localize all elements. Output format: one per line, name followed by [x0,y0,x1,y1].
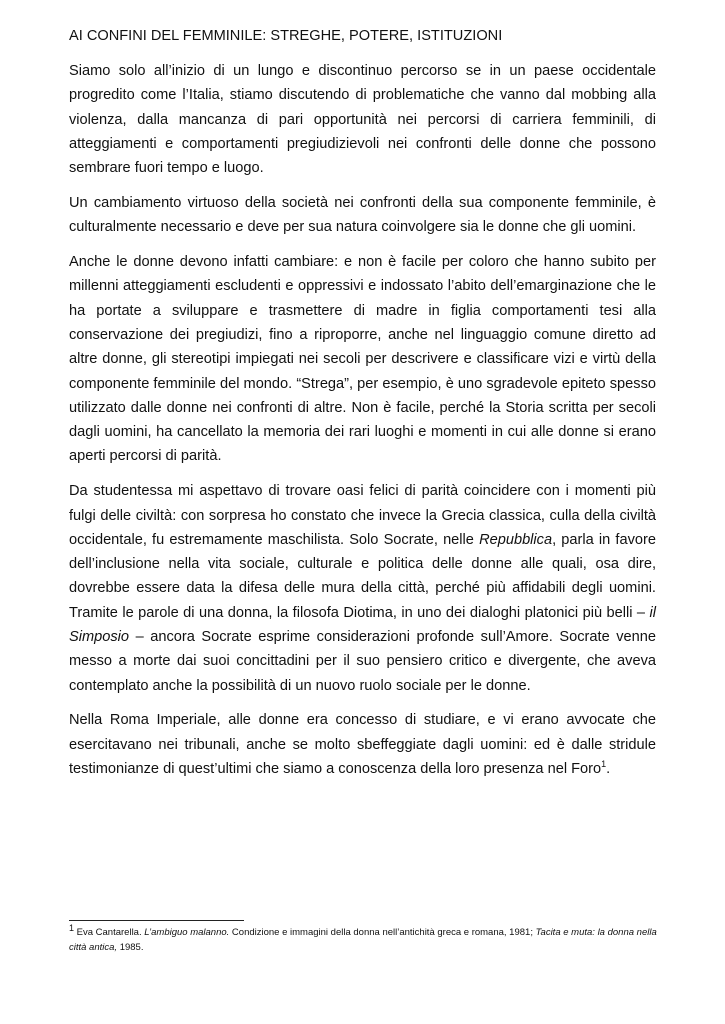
paragraph-5-end: . [606,761,611,778]
paragraph-5 [69,708,656,781]
footnote [69,922,659,955]
document-title: AI CONFINI DEL FEMMINILE: STREGHE, POTERE, ISTITUZIONI [69,28,503,44]
repubblica-title: Repubblica [479,531,553,548]
paragraph-4 [69,479,656,698]
footnote-book-1: L’ambiguo malanno. [144,927,230,938]
simposio-title: il Simposio [69,604,656,646]
paragraph-1: Siamo solo all’inizio di un lungo e discontinuo percorso se in un paese occidentale progredito come l’Italia, stiamo discutendo di problematiche che vanno dal mobbing alla violenza, dalla mancanza di pari opportunità nei percorsi di carriera femminili, di atteggiamenti e comportamenti pregiudizievoli nei confronti delle donne che possono sembrare fuori tempo e luogo. [69,63,656,177]
paragraph-4-part-a: Da studentessa mi aspettavo di trovare oasi felici di parità coincidere con i momenti più fulgi delle civiltà: con sorpresa ho constato che invece la Grecia classica, culla della civiltà occidentale, fu estremamente maschilista. Solo Socrate, nelle [69,483,656,548]
document-body [69,24,656,792]
footnote-part-e: 1985. [117,941,144,953]
footnote-part-c: Condizione e immagini della donna nell’antichità greca e romana, 1981; [229,927,536,938]
paragraph-5-text: Nella Roma Imperiale, alle donne era concesso di studiare, e vi erano avvocate che esercitavano nei tribunali, anche se molto sbeffeggiate dagli uomini: ed è dalle stridule testimonianze di quest’ultimi che siamo a conoscenza della loro presenza nel Foro [69,712,656,778]
footnote-number: 1 [69,922,75,933]
paragraph-2: Un cambiamento virtuoso della società nei confronti della sua componente femminile, è culturalmente necessario e deve per sua natura coinvolgere sia le donne che gli uomini. [69,194,656,236]
paragraph-4-part-c: , parla in favore dell’inclusione nella vita sociale, culturale e politica delle donne alle quali, osa dire, dovrebbe essere data la difesa delle mura della città, perché più affidabili degli uomini. Tramite le parole di una donna, la filosofa Diotima, in uno dei dialoghi platonici più belli – [69,531,656,621]
footnote-part-a: Eva Cantarella. [74,927,145,938]
footnote-book-2: Tacita e muta: la donna nella città antica, [69,927,657,953]
footnote-ref[interactable]: 1 [601,759,607,770]
paragraph-3: Anche le donne devono infatti cambiare: e non è facile per coloro che hanno subito per millenni atteggiamenti escludenti e oppressivi e indossato l’abito dell’emarginazione che le ha portate a sviluppare e trasmettere di madre in figlia comportamenti tesi alla conservazione dei pregiudizi, fino a riproporre, anche nel linguaggio comune diretto ad altre donne, gli stereotipi impiegati nei secoli per descrivere e classificare vizi e virtù della componente femminile del mondo. “Strega”, per esempio, è uno sgradevole epiteto spesso utilizzato dalle donne nei confronti di altre. Non è facile, perché la Storia scritta per secoli dagli uomini, ha cancellato la memoria dei rari luoghi e momenti in cui alle donne si erano aperti percorsi di parità. [69,254,656,465]
paragraph-4-part-e: – ancora Socrate esprime considerazioni profonde sull’Amore. Socrate venne messo a morte dai suoi concittadini per il suo pensiero critico e divergente, che aveva contemplato anche la possibilità di un nuovo ruolo sociale per le donne. [69,629,656,694]
footnote-divider [69,920,244,921]
